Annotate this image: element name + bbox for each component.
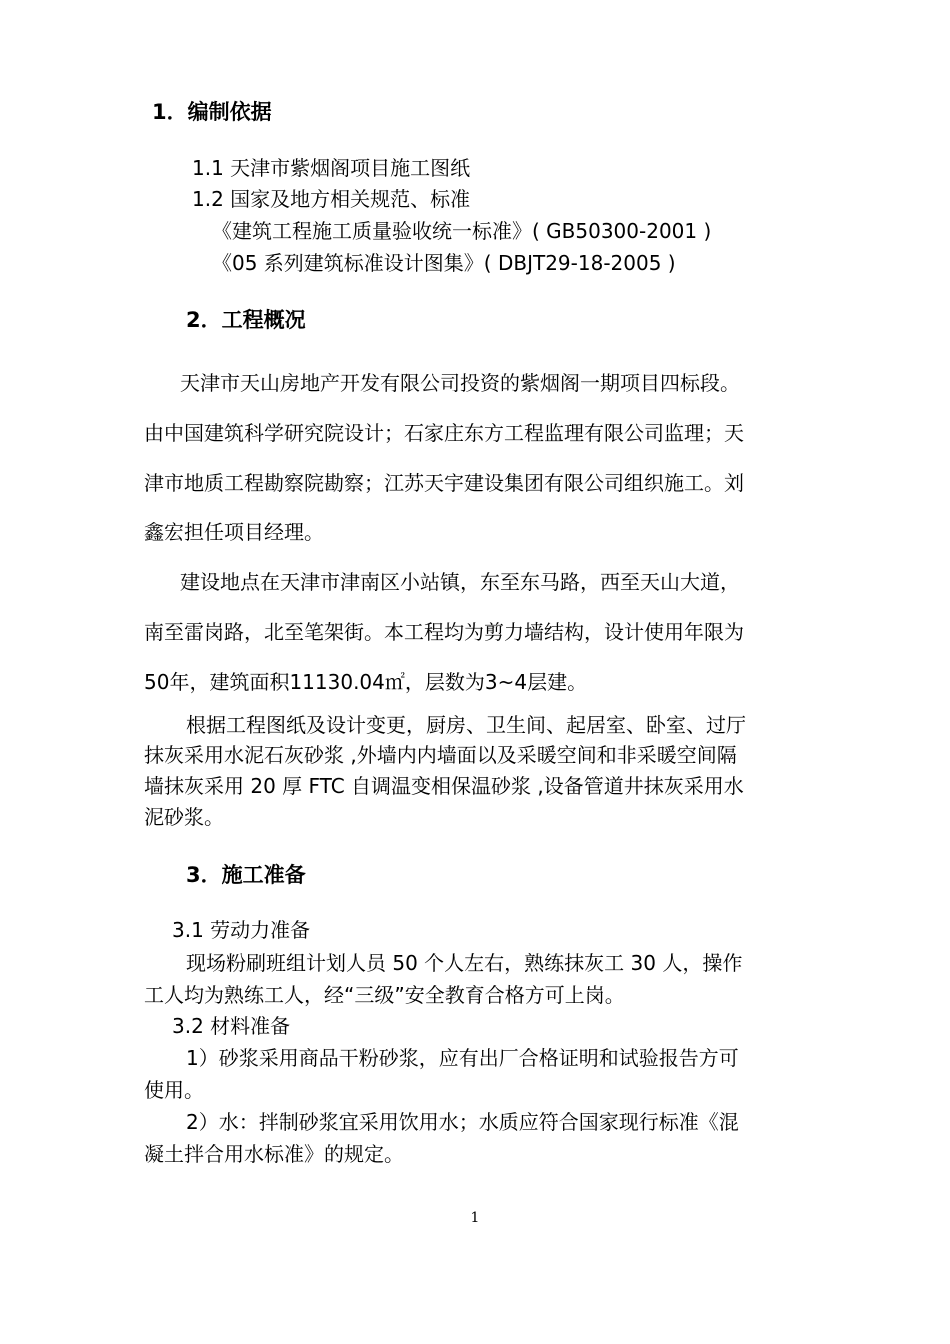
labor-prep-line2: 工人均为熟练工人，经“三级”安全教育合格方可上岗。 (144, 983, 625, 1007)
overview-para1-line1: 天津市天山房地产开发有限公司投资的紫烟阁一期项目四标段。 (180, 371, 740, 395)
material-item2-line1: 2）水：拌制砂浆宜采用饮用水；水质应符合国家现行标准《混 (186, 1110, 739, 1134)
overview-para3-line1: 根据工程图纸及设计变更，厨房、卫生间、起居室、卧室、过厅 (186, 713, 746, 737)
labor-prep-title: 3.1 劳动力准备 (172, 918, 311, 942)
overview-para3-line4: 泥砂浆。 (144, 805, 224, 829)
labor-prep-line1: 现场粉刷班组计划人员 50 个人左右，熟练抹灰工 30 人，操作 (186, 951, 743, 975)
overview-para2-line3: 50年，建筑面积11130.04㎡，层数为3~4层建。 (144, 670, 588, 694)
overview-para3-line2: 抹灰采用水泥石灰砂浆 ,外墙内内墙面以及采暖空间和非采暖空间隔 (144, 743, 737, 767)
material-item1-line1: 1）砂浆采用商品干粉砂浆，应有出厂合格证明和试验报告方可 (186, 1046, 739, 1070)
material-item2-line2: 凝土拌合用水标准》的规定。 (144, 1142, 404, 1166)
overview-para1-line2: 由中国建筑科学研究院设计；石家庄东方工程监理有限公司监理；天 (144, 421, 744, 445)
material-item1-line2: 使用。 (144, 1078, 204, 1102)
basis-standard-1: 《建筑工程施工质量验收统一标准》( GB50300-2001 ) (212, 219, 712, 243)
basis-item-1: 1.1 天津市紫烟阁项目施工图纸 (192, 156, 471, 180)
page-number: 1 (470, 1210, 480, 1226)
material-prep-title: 3.2 材料准备 (172, 1014, 291, 1038)
basis-standard-2: 《05 系列建筑标准设计图集》( DBJT29-18-2005 ) (212, 251, 676, 275)
overview-para2-line2: 南至雷岗路，北至笔架街。本工程均为剪力墙结构，设计使用年限为 (144, 620, 744, 644)
overview-para3-line3: 墙抹灰采用 20 厚 FTC 自调温变相保温砂浆 ,设备管道井抹灰采用水 (144, 774, 744, 798)
section-3-heading: 3．施工准备 (186, 863, 306, 887)
basis-item-2: 1.2 国家及地方相关规范、标准 (192, 187, 471, 211)
overview-para2-line1: 建设地点在天津市津南区小站镇，东至东马路，西至天山大道， (180, 570, 740, 594)
overview-para1-line3: 津市地质工程勘察院勘察；江苏天宇建设集团有限公司组织施工。刘 (144, 471, 744, 495)
overview-para1-line4: 鑫宏担任项目经理。 (144, 520, 324, 544)
section-2-heading: 2．工程概况 (186, 308, 306, 332)
section-1-heading: 1．编制依据 (152, 100, 272, 124)
